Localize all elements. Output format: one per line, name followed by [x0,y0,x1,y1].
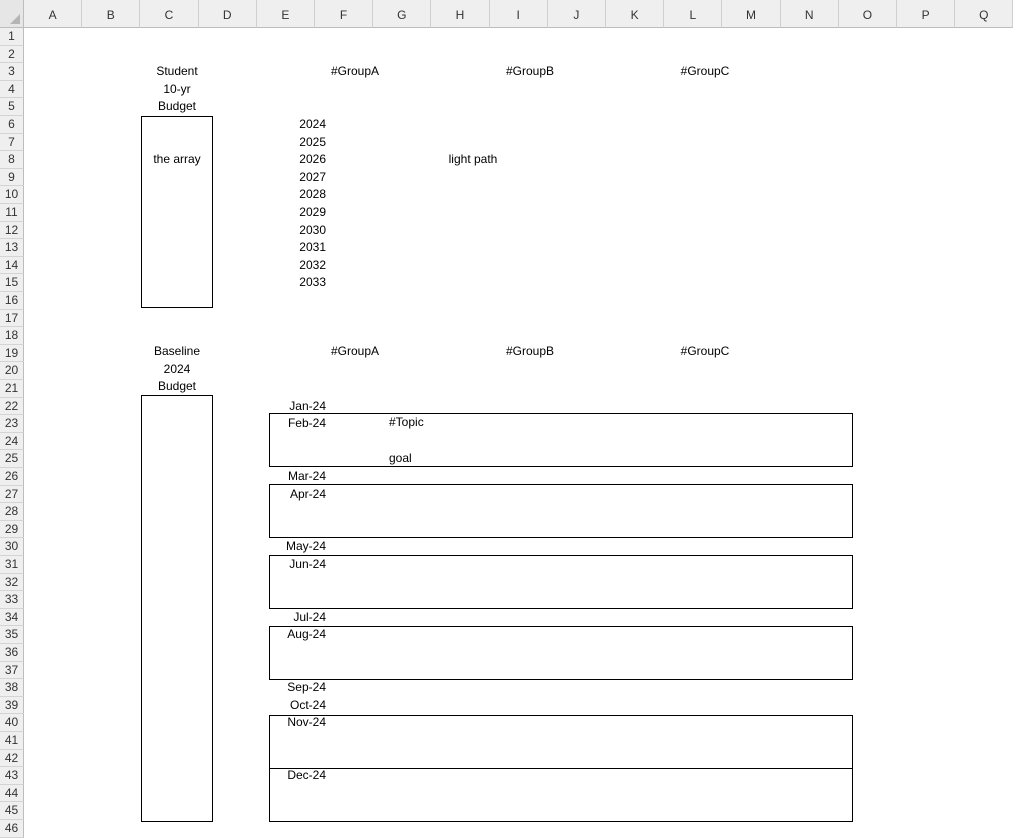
student-title-line-1[interactable]: Student [156,64,198,78]
column-header-a[interactable]: A [24,0,82,28]
row-header-43[interactable]: 43 [0,767,24,785]
row-header-12[interactable]: 12 [0,222,24,240]
year-cell[interactable]: 2025 [299,134,326,149]
row-header-9[interactable]: 9 [0,169,24,187]
row-header-6[interactable]: 6 [0,116,24,134]
column-header-l[interactable]: L [664,0,722,28]
section1-group-c[interactable]: #GroupC [680,64,730,78]
row-header-4[interactable]: 4 [0,81,24,99]
row-header-27[interactable]: 27 [0,486,24,504]
row-header-25[interactable]: 25 [0,450,24,468]
year-cell[interactable]: 2031 [299,240,326,255]
column-header-g[interactable]: G [373,0,431,28]
row-header-11[interactable]: 11 [0,204,24,222]
row-header-16[interactable]: 16 [0,292,24,310]
year-cell[interactable]: 2027 [299,169,326,184]
row-header-39[interactable]: 39 [0,697,24,715]
month-cell[interactable]: Feb-24 [287,416,326,431]
section2-group-c[interactable]: #GroupC [680,344,730,358]
row-header-38[interactable]: 38 [0,679,24,697]
row-header-10[interactable]: 10 [0,186,24,204]
column-header-c[interactable]: C [140,0,198,28]
row-header-33[interactable]: 33 [0,591,24,609]
row-header-26[interactable]: 26 [0,468,24,486]
row-header-24[interactable]: 24 [0,433,24,451]
month-box-jun [269,555,853,609]
row-header-5[interactable]: 5 [0,98,24,116]
goal-label[interactable]: goal [389,451,412,465]
student-title-line-2[interactable]: 10-yr [163,82,191,96]
baseline-title-line-2[interactable]: 2024 [163,362,191,376]
column-header-f[interactable]: F [315,0,373,28]
row-header-20[interactable]: 20 [0,362,24,380]
row-header-21[interactable]: 21 [0,380,24,398]
row-header-1[interactable]: 1 [0,28,24,46]
row-header-36[interactable]: 36 [0,644,24,662]
row-header-37[interactable]: 37 [0,662,24,680]
row-header-35[interactable]: 35 [0,626,24,644]
column-header-m[interactable]: M [722,0,780,28]
year-cell[interactable]: 2029 [299,205,326,219]
column-header-n[interactable]: N [781,0,839,28]
month-cell[interactable]: May-24 [285,539,326,554]
year-cell[interactable]: 2026 [299,152,326,167]
row-header-8[interactable]: 8 [0,151,24,169]
column-header-e[interactable]: E [257,0,315,28]
column-header-j[interactable]: J [548,0,606,28]
array-box-label[interactable]: the array [153,152,201,166]
column-header-q[interactable]: Q [955,0,1013,28]
year-cell[interactable]: 2028 [299,187,326,202]
row-header-45[interactable]: 45 [0,802,24,820]
select-all-corner[interactable] [0,0,24,28]
year-cell[interactable]: 2024 [299,117,326,131]
month-cell[interactable]: Jul-24 [293,609,326,624]
month-box-dec [269,768,853,822]
row-header-2[interactable]: 2 [0,46,24,64]
month-cell[interactable]: Oct-24 [289,697,326,712]
year-cell[interactable]: 2032 [299,257,326,272]
section2-group-b[interactable]: #GroupB [505,344,555,358]
month-box-aug [269,626,853,680]
row-header-40[interactable]: 40 [0,714,24,732]
row-header-7[interactable]: 7 [0,134,24,152]
month-cell[interactable]: Dec-24 [287,768,326,783]
month-cell[interactable]: Jan-24 [289,398,326,413]
year-cell[interactable]: 2033 [299,275,326,290]
column-header-i[interactable]: I [490,0,548,28]
row-header-42[interactable]: 42 [0,750,24,768]
section1-group-b[interactable]: #GroupB [505,64,555,78]
row-header-13[interactable]: 13 [0,239,24,257]
row-header-19[interactable]: 19 [0,345,24,363]
topic-label[interactable]: #Topic [389,415,424,429]
month-cell[interactable]: Mar-24 [287,469,326,483]
section2-group-a[interactable]: #GroupA [330,344,380,358]
month-box-feb [269,413,853,467]
row-header-29[interactable]: 29 [0,521,24,539]
month-cell[interactable]: Nov-24 [287,715,326,730]
row-header-31[interactable]: 31 [0,556,24,574]
column-header-p[interactable]: P [897,0,955,28]
baseline-box [141,395,213,822]
baseline-title-line-1[interactable]: Baseline [153,344,201,358]
month-cell[interactable]: Apr-24 [289,486,326,501]
row-header-14[interactable]: 14 [0,257,24,275]
year-cell[interactable]: 2030 [299,222,326,237]
month-cell[interactable]: Aug-24 [287,627,326,642]
row-header-28[interactable]: 28 [0,503,24,521]
row-header-30[interactable]: 30 [0,538,24,556]
section1-group-a[interactable]: #GroupA [330,64,380,78]
row-header-46[interactable]: 46 [0,820,24,838]
row-header-3[interactable]: 3 [0,63,24,81]
month-cell[interactable]: Sep-24 [287,680,326,695]
row-header-18[interactable]: 18 [0,327,24,345]
row-header-34[interactable]: 34 [0,609,24,627]
row-header-44[interactable]: 44 [0,785,24,803]
row-header-41[interactable]: 41 [0,732,24,750]
column-header-k[interactable]: K [606,0,664,28]
array-box [141,116,213,308]
baseline-title-line-3[interactable]: Budget [157,379,197,393]
light-path-note[interactable]: light path [448,152,498,166]
row-header-23[interactable]: 23 [0,415,24,433]
row-header-15[interactable]: 15 [0,274,24,292]
row-header-17[interactable]: 17 [0,310,24,328]
column-header-o[interactable]: O [839,0,897,28]
column-header-h[interactable]: H [431,0,489,28]
month-cell[interactable]: Jun-24 [289,557,326,571]
month-box-apr [269,484,853,538]
row-header-22[interactable]: 22 [0,398,24,416]
row-header-32[interactable]: 32 [0,574,24,592]
column-header-b[interactable]: B [82,0,140,28]
month-box-nov [269,715,853,769]
student-title-line-3[interactable]: Budget [157,99,197,113]
column-header-d[interactable]: D [199,0,257,28]
